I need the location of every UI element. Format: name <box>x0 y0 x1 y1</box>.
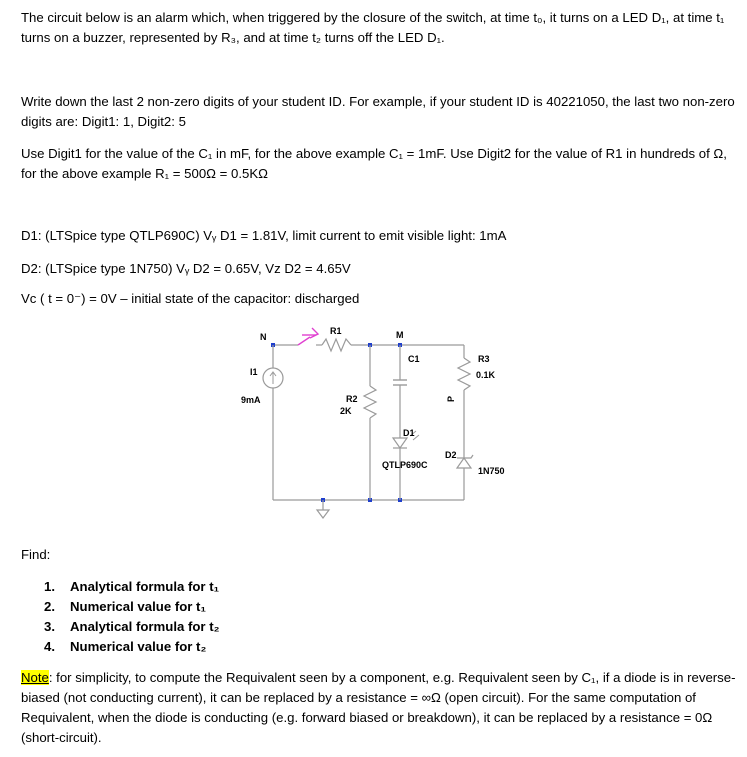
label-c1: C1 <box>408 354 420 364</box>
ground-icon <box>317 500 329 518</box>
intro-paragraph: The circuit below is an alarm which, when triggered by the closure of the switch, at time t₀, it turns on a LED D₁, at time t₁ turns on a buzzer, represented by R₃, and at time t₂ turns off the LED D₁. <box>21 10 725 45</box>
label-d2: D2 <box>445 450 457 460</box>
r3-resistor <box>458 358 470 390</box>
label-n: N <box>260 332 267 342</box>
d1-spec: D1: (LTSpice type QTLP690C) Vᵧ D1 = 1.81V, limit current to emit visible light: 1mA <box>21 228 507 243</box>
switch-icon <box>298 328 318 345</box>
student-id-instructions: Write down the last 2 non-zero digits of your student ID. For example, if your student ID is 40221050, the last two non-zero digits are: Digit1: 1, Digit2: 5 <box>21 94 735 129</box>
c1-capacitor <box>393 380 407 385</box>
label-i1: I1 <box>250 367 258 377</box>
label-r3-value: 0.1K <box>476 370 496 380</box>
r2-resistor <box>364 386 376 418</box>
list-item: 1. Analytical formula for t₁ <box>44 579 220 594</box>
label-d2-type: 1N750 <box>478 466 505 476</box>
r1-resistor <box>322 339 351 351</box>
d2-zener-icon <box>457 455 473 468</box>
find-list <box>44 577 219 657</box>
note-paragraph <box>21 668 736 748</box>
label-r2-value: 2K <box>340 406 352 416</box>
d2-spec: D2: (LTSpice type 1N750) Vᵧ D2 = 0.65V, Vz D2 = 4.65V <box>21 261 351 276</box>
label-r1: R1 <box>330 326 342 336</box>
current-arrow-icon <box>270 372 276 384</box>
list-item: 4. Numerical value for t₂ <box>44 639 207 654</box>
label-p: P <box>446 395 456 402</box>
label-d1-type: QTLP690C <box>382 460 428 470</box>
label-i1-value: 9mA <box>241 395 261 405</box>
circuit-diagram <box>220 318 540 530</box>
digit-usage-paragraph: Use Digit1 for the value of the C₁ in mF, for the above example C₁ = 1mF. Use Digit2 for the value of R1 in hundreds of Ω, for the above example R₁ = 500Ω = 0.5KΩ <box>21 146 727 181</box>
list-item: 2. Numerical value for t₁ <box>44 599 206 614</box>
label-d1: D1 <box>403 428 415 438</box>
note-text: : for simplicity, to compute the Requivalent seen by a component, e.g. Requivalent seen by C₁, if a diode is in reverse-biased (not conducting current), it can be replaced by a resistance = ∞Ω (open circuit). For the same computation of Requivalent, when the diode is conducting (e.g. forward biased or breakdown), it can be replaced by a resistance = 0Ω (short-circuit). <box>21 670 736 745</box>
label-r2: R2 <box>346 394 358 404</box>
note-label: Note <box>21 670 49 685</box>
find-label: Find: <box>21 547 51 562</box>
label-m: M <box>396 330 404 340</box>
list-item: 3. Analytical formula for t₂ <box>44 619 220 634</box>
label-r3: R3 <box>478 354 490 364</box>
vc-spec: Vc ( t = 0⁻) = 0V – initial state of the capacitor: discharged <box>21 291 360 306</box>
